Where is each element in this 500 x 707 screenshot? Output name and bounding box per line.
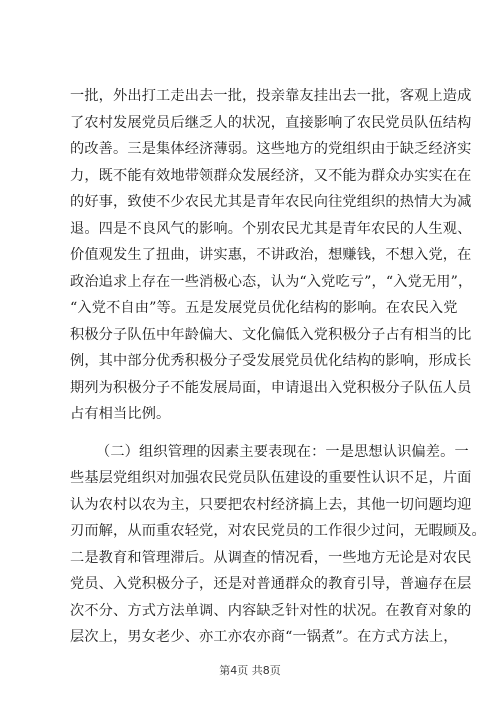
- text-line: 力，既不能有效地带领群众发展经济，又不能为群众办实实在在: [70, 167, 472, 184]
- paragraph-1: [70, 83, 473, 428]
- text-line: 党员、入党积极分子，还是对普通群众的教育引导，普遍存在层: [70, 576, 472, 592]
- text-line: 层次上，男女老少、亦工亦农亦商“一锅煮”。在方式方法上，: [70, 629, 458, 645]
- text-line: （二）组织管理的因素主要表现在：一是思想认识偏差。一: [96, 443, 469, 460]
- text-line: 一批，外出打工走出去一批，投亲靠友挂出去一批，客观上造成: [70, 88, 472, 104]
- paragraph-2: [70, 439, 486, 651]
- text-line: 次不分、方式方法单调、内容缺乏针对性的状况。在教育对象的: [70, 602, 472, 619]
- text-line: 了农村发展党员后继乏人的状况，直接影响了农民党员队伍结构: [70, 114, 472, 131]
- text-line: 期列为积极分子不能发展局面，申请退出入党积极分子队伍人员: [70, 379, 472, 396]
- text-line: 积极分子队伍中年龄偏大、文化偏低入党积极分子占有相当的比: [70, 326, 472, 343]
- paragraph-spacer: [70, 428, 436, 439]
- text-line: 刃而解，从而重农轻党，对农民党员的工作很少过问，无暇顾及。: [70, 523, 486, 539]
- text-line: 认为农村以农为主，只要把农村经济搞上去，其他一切问题均迎: [70, 496, 472, 513]
- text-line: 占有相当比例。: [70, 406, 171, 422]
- text-line: 二是教育和管理滞后。从调查的情况看，一些地方无论是对农民: [70, 549, 472, 566]
- text-line: 的好事，致使不少农民尤其是青年农民向往党组织的热情大为减: [70, 194, 472, 210]
- text-line: 的改善。三是集体经济薄弱。这些地方的党组织由于缺乏经济实: [70, 141, 472, 157]
- text-line: 价值观发生了扭曲，讲实惠，不讲政治，想赚钱，不想入党，在: [70, 247, 472, 263]
- document-body: [70, 83, 486, 651]
- page-footer: [0, 662, 500, 678]
- text-line: 退。四是不良风气的影响。个别农民尤其是青年农民的人生观、: [70, 220, 472, 237]
- text-line: 例，其中部分优秀积极分子受发展党员优化结构的影响，形成长: [70, 353, 472, 369]
- page-indicator: 第4页 共8页: [219, 664, 281, 677]
- text-line: 些基层党组织对加强农民党员队伍建设的重要性认识不足，片面: [70, 470, 472, 486]
- text-line: 政治追求上存在一些消极心态，认为“入党吃亏”，“入党无用”，: [70, 273, 473, 290]
- text-line: “入党不自由”等。五是发展党员优化结构的影响。在农民入党: [70, 300, 458, 316]
